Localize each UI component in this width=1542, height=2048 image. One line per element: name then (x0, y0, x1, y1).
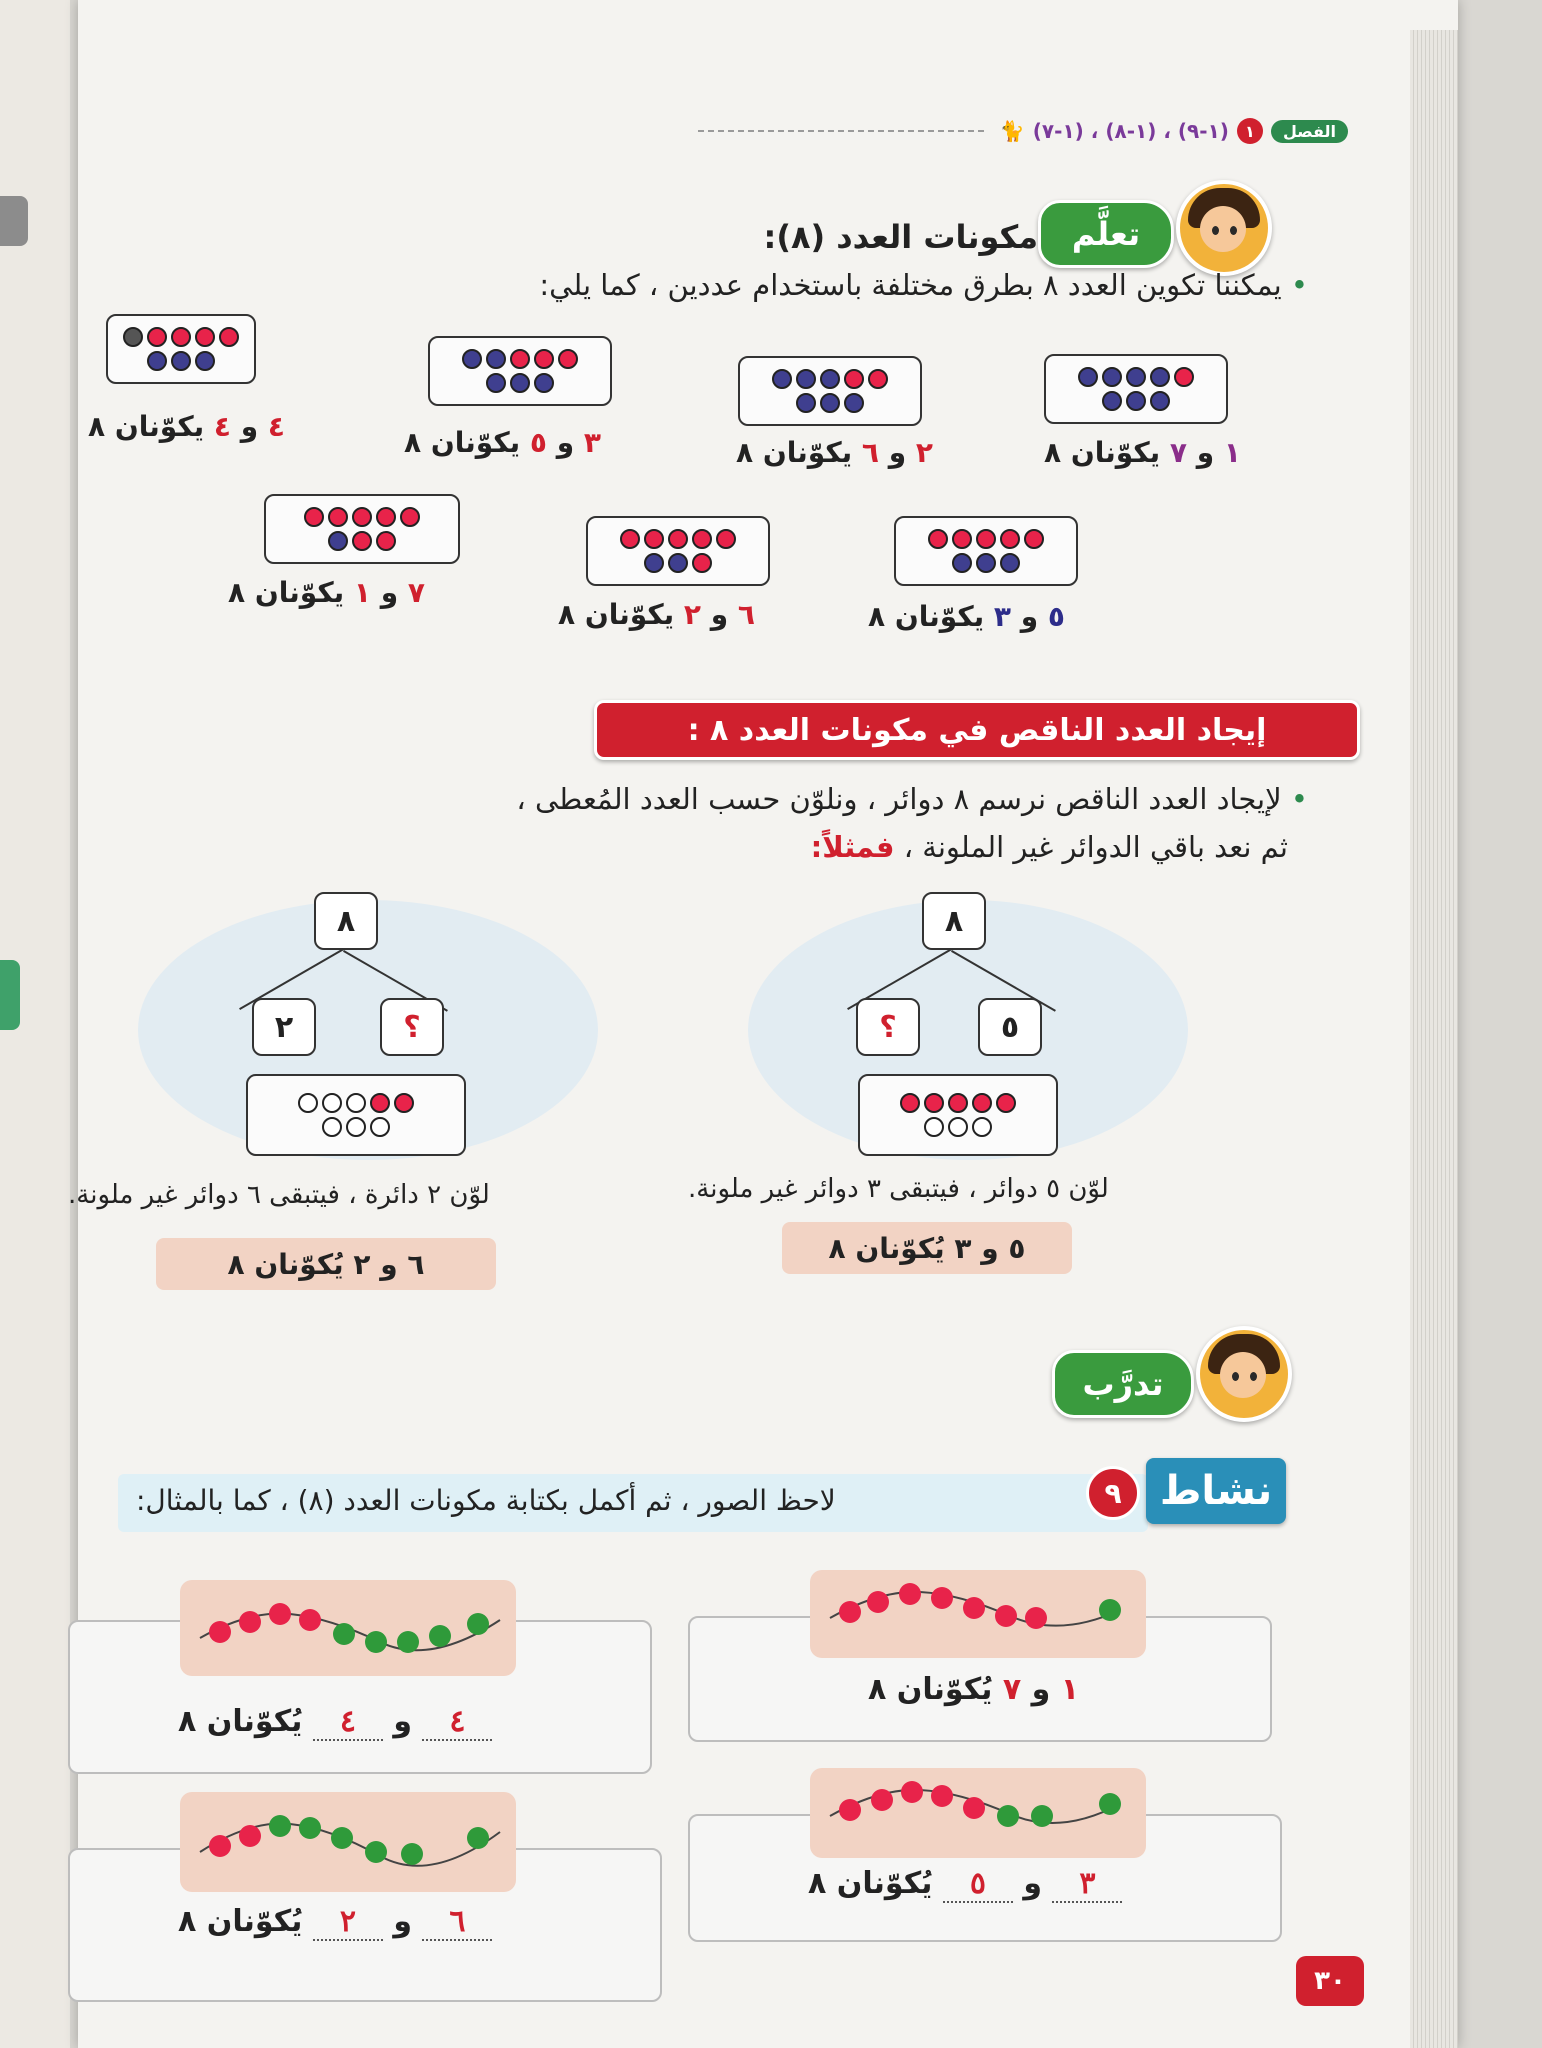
bead-card (810, 1768, 1146, 1858)
combo-joiner: و (1020, 600, 1039, 633)
practice-joiner: و (393, 1904, 412, 1939)
combo-tail: يكوّنان ٨ (558, 598, 675, 631)
practice-joiner: و (1031, 1672, 1051, 1707)
combo-a: ١ (1223, 436, 1241, 469)
combo-b: ٦ (861, 436, 879, 469)
practice-tail: يُكوّنان ٨ (178, 1904, 303, 1939)
practice-blank-a[interactable]: ٦ (422, 1904, 492, 1941)
activity-instruction: لاحظ الصور ، ثم أكمل بكتابة مكونات العدد (٨) ، كما بالمثال: (136, 1484, 836, 1517)
practice-blank-b[interactable]: ٤ (313, 1704, 383, 1741)
activity-number: ٩ (1086, 1466, 1140, 1520)
practice-answer-line (178, 1904, 492, 1941)
bond-whole: ٨ (314, 892, 378, 950)
practice-answer-line (808, 1866, 1122, 1903)
boy-avatar-icon (1196, 1326, 1292, 1422)
page-number: ٣٠ (1296, 1956, 1364, 2006)
bond-known-part: ٥ (978, 998, 1042, 1056)
dot-frame-2-6 (738, 356, 922, 426)
chapter-header (698, 116, 1348, 146)
practice-blank-a[interactable]: ٤ (422, 1704, 492, 1741)
girl-avatar-icon (1176, 180, 1272, 276)
dot-frame-6-2 (586, 516, 770, 586)
combo-joiner: و (710, 598, 729, 631)
page-stack-edge (1410, 30, 1458, 2048)
bead-card (180, 1792, 516, 1892)
combo-b: ٤ (213, 410, 231, 443)
combo-b: ٧ (1169, 436, 1187, 469)
bullet-icon: • (1281, 268, 1308, 302)
bead-string-icon (180, 1580, 516, 1676)
practice-answer-line (178, 1704, 492, 1741)
combo-tail: يكوّنان ٨ (404, 426, 521, 459)
bond-whole: ٨ (922, 892, 986, 950)
practice-blank-b[interactable]: ٥ (943, 1866, 1013, 1903)
intro-text (539, 268, 1308, 302)
example-dot-frame (246, 1074, 466, 1156)
example-note: لوّن ٥ دوائر ، فيتبقى ٣ دوائر غير ملونة. (688, 1174, 1109, 1204)
combo-a: ٥ (1047, 600, 1065, 633)
facing-page-tab (0, 196, 28, 246)
combo-caption (558, 598, 755, 631)
example-answer: ٥ و ٣ يُكوّنان ٨ (782, 1222, 1072, 1274)
combo-b: ٢ (683, 598, 701, 631)
combo-joiner: و (380, 576, 399, 609)
bond-unknown-part: ؟ (856, 998, 920, 1056)
missing-number-banner (594, 700, 1360, 760)
practice-badge (1052, 1350, 1194, 1418)
missing-text-line-1 (516, 782, 1308, 816)
combo-a: ٣ (583, 426, 601, 459)
combo-caption (404, 426, 601, 459)
practice-answer-line (868, 1672, 1079, 1707)
combo-joiner: و (888, 436, 907, 469)
dot-frame-1-7 (1044, 354, 1228, 424)
combo-tail: يكوّنان ٨ (228, 576, 345, 609)
bead-string-icon (810, 1570, 1146, 1658)
cat-icon: 🐈 (999, 119, 1025, 143)
practice-blank-b[interactable]: ٢ (313, 1904, 383, 1941)
example-note: لوّن ٢ دائرة ، فيتبقى ٦ دوائر غير ملونة. (68, 1180, 490, 1210)
practice-joiner: و (1023, 1866, 1042, 1901)
practice-blank-a[interactable]: ٣ (1052, 1866, 1122, 1903)
dot-frame-3-5 (428, 336, 612, 406)
textbook-page (68, 0, 1458, 2048)
intro-sentence: يمكننا تكوين العدد ٨ بطرق مختلفة باستخدام عددين ، كما يلي: (539, 268, 1282, 302)
combo-caption (88, 410, 285, 443)
combo-a: ٦ (737, 598, 755, 631)
dot-frame-4-4 (106, 314, 256, 384)
chapter-number: ١ (1237, 118, 1263, 144)
combo-tail: يكوّنان ٨ (88, 410, 205, 443)
combo-a: ٤ (267, 410, 285, 443)
combo-joiner: و (556, 426, 575, 459)
practice-tail: يُكوّنان ٨ (868, 1672, 993, 1707)
learn-badge-label: تعلَّم (1071, 215, 1141, 253)
bead-card (810, 1570, 1146, 1658)
combo-joiner: و (1196, 436, 1215, 469)
lesson-references: (١-٧) ، (١-٨) ، (١-٩) (1032, 119, 1229, 143)
chapter-label: الفصل (1271, 120, 1348, 143)
combo-tail: يكوّنان ٨ (1044, 436, 1161, 469)
practice-a: ١ (1060, 1672, 1080, 1707)
practice-tail: يُكوّنان ٨ (808, 1866, 933, 1901)
combo-a: ٧ (407, 576, 425, 609)
learn-badge (1038, 200, 1174, 268)
combo-caption (868, 600, 1065, 633)
combo-a: ٢ (915, 436, 933, 469)
bead-string-icon (180, 1792, 516, 1892)
facing-page-edge (0, 0, 70, 2048)
bullet-icon: • (1281, 782, 1308, 816)
header-dashed-line (698, 130, 984, 132)
section-title: مكونات العدد (٨): (763, 218, 1038, 256)
activity-label: نشاط (1146, 1458, 1286, 1524)
dot-frame-5-3 (894, 516, 1078, 586)
missing-text-line-2 (811, 830, 1288, 864)
example-answer: ٦ و ٢ يُكوّنان ٨ (156, 1238, 496, 1290)
missing-line-2: ثم نعد باقي الدوائر غير الملونة ، (903, 830, 1288, 864)
practice-badge-label: تدرَّب (1082, 1365, 1164, 1403)
bead-string-icon (810, 1768, 1146, 1858)
combo-b: ٥ (529, 426, 547, 459)
banner-text: إيجاد العدد الناقص في مكونات العدد ٨ : (687, 712, 1267, 748)
practice-joiner: و (393, 1704, 412, 1739)
bead-card (180, 1580, 516, 1676)
combo-b: ٣ (993, 600, 1011, 633)
bond-unknown-part: ؟ (380, 998, 444, 1056)
combo-tail: يكوّنان ٨ (868, 600, 985, 633)
combo-caption (1044, 436, 1241, 469)
practice-b: ٧ (1002, 1672, 1022, 1707)
combo-caption (228, 576, 425, 609)
combo-caption (736, 436, 933, 469)
practice-tail: يُكوّنان ٨ (178, 1704, 303, 1739)
combo-b: ١ (353, 576, 371, 609)
facing-page-tab (0, 960, 20, 1030)
example-word: فمثلاً: (810, 830, 895, 864)
dot-frame-7-1 (264, 494, 460, 564)
example-dot-frame (858, 1074, 1058, 1156)
combo-tail: يكوّنان ٨ (736, 436, 853, 469)
bond-known-part: ٢ (252, 998, 316, 1056)
missing-line-1: لإيجاد العدد الناقص نرسم ٨ دوائر ، ونلوّن حسب العدد المُعطى ، (516, 782, 1282, 816)
combo-joiner: و (240, 410, 259, 443)
